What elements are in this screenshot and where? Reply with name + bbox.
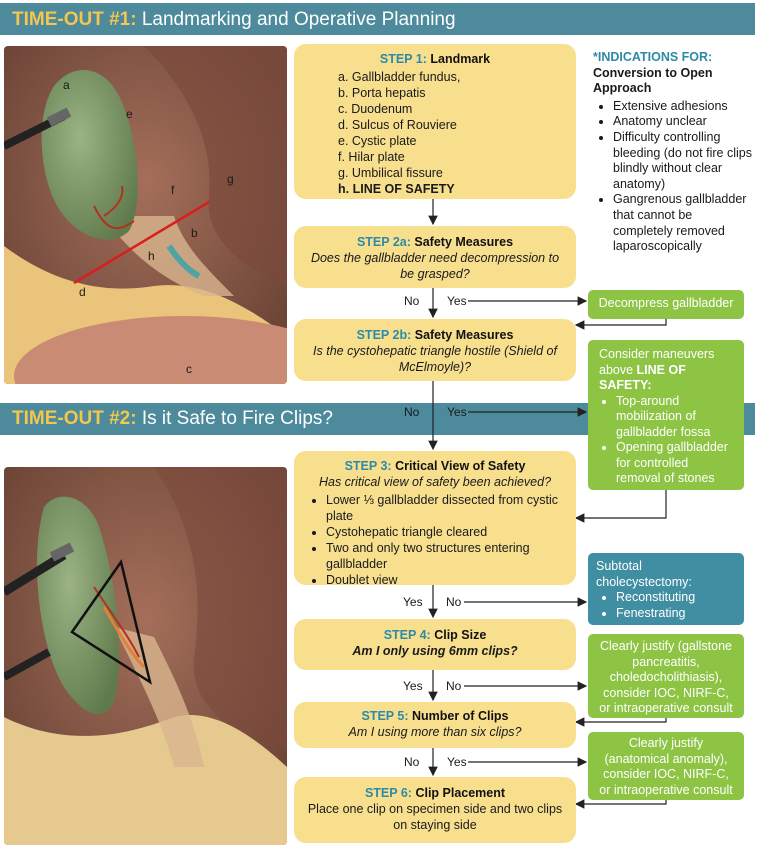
step-4-question: Am I only using 6mm clips? <box>352 644 518 658</box>
step-1-title: Landmark <box>430 52 491 66</box>
justify-clip-size-box <box>588 634 744 718</box>
branch-yes-3: Yes <box>403 595 423 609</box>
branch-no-3: No <box>446 595 462 609</box>
step-3-question: Has critical view of safety been achieved? <box>318 475 552 489</box>
criteria-item: • Cystohepatic triangle cleared <box>326 524 566 540</box>
step-5-header <box>304 708 566 724</box>
step-2a-number: STEP 2a: <box>356 235 411 249</box>
indications-heading: *INDICATIONS FOR: <box>593 50 713 64</box>
timeout-2-title: Is it Safe to Fire Clips? <box>141 408 333 429</box>
maneuvers-list <box>596 394 736 487</box>
step-5-box <box>294 702 576 748</box>
step-4-header <box>304 627 566 643</box>
step-2a-header <box>304 234 566 250</box>
anatomy-illustration-landmarks <box>4 46 287 384</box>
subtotal-cholecystectomy-box <box>588 553 744 625</box>
label-e: e <box>126 107 133 121</box>
critical-view-criteria-list <box>304 492 566 588</box>
subtotal-title: Subtotal cholecystectomy: <box>596 559 692 589</box>
step-3-title: Critical View of Safety <box>395 459 526 473</box>
subtotal-item: • Fenestrating <box>616 606 736 622</box>
step-5-title: Number of Clips <box>411 709 509 723</box>
step-4-box <box>294 619 576 670</box>
maneuvers-intro: Consider maneuvers above <box>599 347 715 377</box>
label-g: g <box>227 172 234 186</box>
step-3-header <box>304 458 566 474</box>
branch-no-5: No <box>404 755 420 769</box>
step-6-number: STEP 6: <box>364 786 412 800</box>
branch-no-2a: No <box>404 294 420 308</box>
step-2a-question: Does the gallbladder need decompression to be grasped? <box>310 251 560 281</box>
indications-list <box>593 99 753 255</box>
step-1-landmark-box <box>294 44 576 199</box>
step-5-question: Am I using more than six clips? <box>348 725 522 739</box>
step-2b-header <box>304 327 566 343</box>
step-2a-box <box>294 226 576 288</box>
landmark-item: b. Porta hepatis <box>338 86 426 100</box>
landmark-item: d. Sulcus of Rouviere <box>338 118 457 132</box>
indication-item: • Difficulty controlling bleeding (do not fire clips blindly without clear anatomy) <box>613 130 753 192</box>
branch-no-2b: No <box>404 405 420 419</box>
branch-yes-2a: Yes <box>447 294 467 308</box>
step-4-number: STEP 4: <box>383 628 431 642</box>
step-6-text: Place one clip on specimen side and two clips on staying side <box>307 802 563 832</box>
step-6-header <box>304 785 566 801</box>
step-1-header <box>304 51 566 67</box>
label-c: c <box>186 362 192 376</box>
branch-yes-5: Yes <box>447 755 467 769</box>
justify-clip-number-box <box>588 732 744 800</box>
indications-subheading: Conversion to Open Approach <box>593 65 713 96</box>
branch-yes-4: Yes <box>403 679 423 693</box>
step-2b-box <box>294 319 576 381</box>
subtotal-item: • Reconstituting <box>616 590 736 606</box>
label-h: h <box>148 249 155 263</box>
branch-yes-2b: Yes <box>447 405 467 419</box>
indication-item: • Anatomy unclear <box>613 114 753 130</box>
landmark-list <box>304 69 566 197</box>
step-1-number: STEP 1: <box>379 52 427 66</box>
step-3-number: STEP 3: <box>344 459 392 473</box>
maneuvers-line-of-safety: LINE OF SAFETY: <box>599 362 686 392</box>
landmark-item: g. Umbilical fissure <box>338 166 443 180</box>
anatomy-illustration-critical-view <box>4 467 287 845</box>
step-6-title: Clip Placement <box>415 786 506 800</box>
step-5-number: STEP 5: <box>361 709 409 723</box>
step-2b-question: Is the cystohepatic triangle hostile (Shield of McElmoyle)? <box>313 344 557 374</box>
branch-no-4: No <box>446 679 462 693</box>
label-d: d <box>79 285 86 299</box>
indication-item: • Extensive adhesions <box>613 99 753 115</box>
timeout-1-number: TIME-OUT #1: <box>12 9 137 30</box>
landmark-item: f. Hilar plate <box>338 150 405 164</box>
label-b: b <box>191 226 198 240</box>
landmark-item: a. Gallbladder fundus, <box>338 70 461 84</box>
indication-item: • Gangrenous gallbladder that cannot be completely removed laparoscopically <box>613 192 753 254</box>
line-of-safety-maneuvers-box <box>588 340 744 490</box>
criteria-item: • Two and only two structures entering gallbladder <box>326 540 566 572</box>
decompress-text: Decompress gallbladder <box>598 296 734 310</box>
step-2b-number: STEP 2b: <box>356 328 412 342</box>
step-4-title: Clip Size <box>434 628 487 642</box>
justify-clip-number-text: Clearly justify (anatomical anomaly), consider IOC, NIRF-C, or intraoperative consult <box>599 736 733 797</box>
landmark-item-line-of-safety: h. LINE OF SAFETY <box>338 182 455 196</box>
step-2b-title: Safety Measures <box>414 328 514 342</box>
step-3-box <box>294 451 576 585</box>
label-a: a <box>63 78 70 92</box>
decompress-gallbladder-box <box>588 290 744 319</box>
justify-clip-size-text: Clearly justify (gallstone pancreatitis, choledocholithiasis), consider IOC, NIRF-C, or intraoperative consult <box>599 639 733 715</box>
criteria-item: • Lower ⅓ gallbladder dissected from cystic plate <box>326 492 566 524</box>
subtotal-list <box>596 590 736 621</box>
timeout-1-banner <box>0 3 755 35</box>
landmark-item: c. Duodenum <box>338 102 413 116</box>
maneuver-item: • Top-around mobilization of gallbladder fossa <box>616 394 736 441</box>
timeout-2-number: TIME-OUT #2: <box>12 408 137 429</box>
maneuver-item: • Opening gallbladder for controlled removal of stones <box>616 440 736 487</box>
timeout-1-title: Landmarking and Operative Planning <box>141 9 456 30</box>
label-f: f <box>171 183 175 197</box>
criteria-item: • Doublet view <box>326 572 566 588</box>
landmark-item: e. Cystic plate <box>338 134 417 148</box>
conversion-indications <box>593 50 753 255</box>
step-2a-title: Safety Measures <box>414 235 514 249</box>
step-6-box <box>294 777 576 843</box>
